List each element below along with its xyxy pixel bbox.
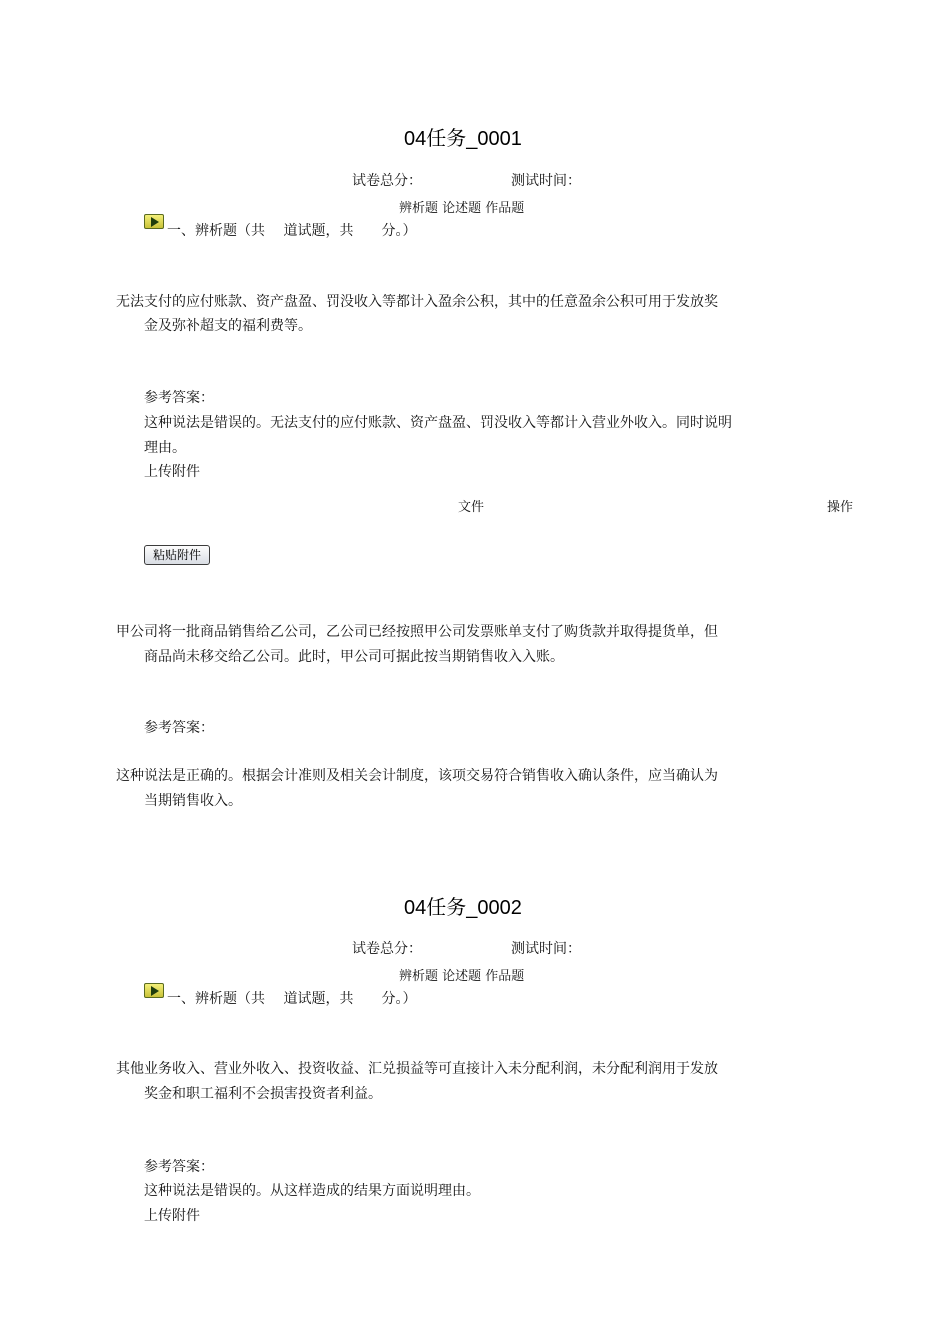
question-text: 无法支付的应付账款、资产盘盈、罚没收入等都计入盈余公积，其中的任意盈余公积可用于发放奖 (116, 294, 718, 310)
answer-label: 参考答案： (144, 390, 214, 406)
section-heading: 一、辨析题（共 道试题，共 分。） (167, 223, 417, 239)
total-score-label: 试卷总分： (352, 173, 422, 189)
paste-attachment-button[interactable]: 粘贴附件 (144, 545, 210, 565)
question-text: 甲公司将一批商品销售给乙公司，乙公司已经按照甲公司发票账单支付了购货款并取得提货单，但 (116, 624, 718, 640)
question-type-links[interactable]: 辨析题 论述题 作品题 (399, 201, 525, 216)
section-heading: 一、辨析题（共 道试题，共 分。） (167, 991, 417, 1007)
answer-text: 这种说法是正确的。根据会计准则及相关会计制度，该项交易符合销售收入确认条件，应当确认为 (116, 768, 718, 784)
answer-text: 这种说法是错误的。从这样造成的结果方面说明理由。 (144, 1183, 480, 1199)
upload-attachment-label: 上传附件 (144, 1208, 200, 1224)
answer-text: 当期销售收入。 (144, 793, 242, 809)
question-text: 金及弥补超支的福利费等。 (144, 318, 312, 334)
file-column-header: 文件 (458, 500, 485, 515)
action-column-header: 操作 (827, 500, 854, 515)
answer-label: 参考答案： (144, 720, 214, 736)
total-score-label: 试卷总分： (352, 941, 422, 957)
question-text: 商品尚未移交给乙公司。此时，甲公司可据此按当期销售收入入账。 (144, 649, 564, 665)
answer-label: 参考答案： (144, 1159, 214, 1175)
page-title: 04任务_0002 (404, 897, 522, 919)
page-title: 04任务_0001 (404, 128, 522, 150)
expand-arrow-icon[interactable] (144, 214, 164, 229)
answer-text: 理由。 (144, 440, 186, 456)
expand-arrow-icon[interactable] (144, 983, 164, 998)
question-text: 奖金和职工福利不会损害投资者利益。 (144, 1086, 382, 1102)
test-time-label: 测试时间： (511, 941, 581, 957)
question-type-links[interactable]: 辨析题 论述题 作品题 (399, 969, 525, 984)
answer-text: 这种说法是错误的。无法支付的应付账款、资产盘盈、罚没收入等都计入营业外收入。同时说明 (144, 415, 732, 431)
question-text: 其他业务收入、营业外收入、投资收益、汇兑损益等可直接计入未分配利润，未分配利润用于发放 (116, 1061, 718, 1077)
test-time-label: 测试时间： (511, 173, 581, 189)
upload-attachment-label: 上传附件 (144, 464, 200, 480)
